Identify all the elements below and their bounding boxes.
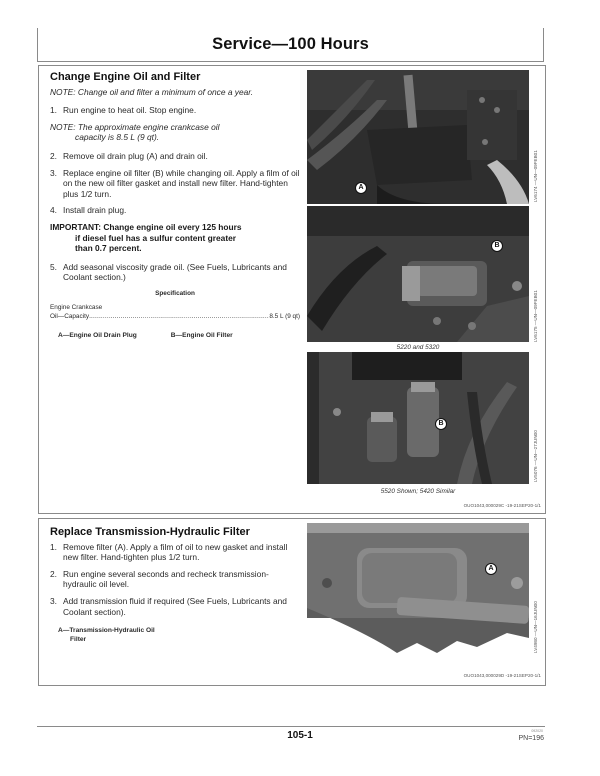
reference-code: OUO1043,000029C -19-21SEP20-1/1 <box>463 503 541 508</box>
figure-legend: A—Transmission-Hydraulic Oil Filter <box>58 627 155 643</box>
step-1: 1. Run engine to heat oil. Stop engine. <box>50 105 197 116</box>
engine-underside-image <box>307 70 529 204</box>
section-2-title: Replace Transmission-Hydraulic Filter <box>50 526 250 538</box>
photo-caption: 5220 and 5320 <box>396 344 440 351</box>
spec-row-label: Engine Crankcase <box>50 303 103 311</box>
note-oil-interval: NOTE: Change oil and filter a minimum of once a year. <box>50 86 254 97</box>
important-notice: IMPORTANT: Change engine oil every 125 hours if diesel fuel has a sulfur content greater than 0.7 percent. <box>50 221 242 254</box>
spec-heading: Specification <box>155 289 195 297</box>
section-change-engine-oil <box>38 65 546 514</box>
footer-date-code: 092020 <box>531 729 543 733</box>
step-5: 5. Add seasonal viscosity grade oil. (See Fuels, Lubricants and Coolant section.) <box>50 261 287 283</box>
photo-transmission-filter <box>307 523 529 659</box>
legend-item-b: B—Engine Oil Filter <box>170 331 233 339</box>
callout-b: B <box>491 240 503 252</box>
oil-filter-image <box>307 206 529 342</box>
figure-id-label: LV5076 —UN—27JUN00 <box>533 430 538 482</box>
photo-oil-filter-5220 <box>307 206 529 342</box>
footer-divider <box>37 726 545 727</box>
page-pn: PN=196 <box>518 735 544 742</box>
note-crankcase-capacity: NOTE: The approximate engine crankcase oil capacity is 8.5 L (9 qt). <box>50 121 220 143</box>
photo-oil-drain-plug <box>307 70 529 204</box>
step-1: 1. Remove filter (A). Apply a film of oil to new gasket and install new filter. Hand-tighten plus 1/2 turn. <box>50 541 288 563</box>
page-title: Service—100 Hours <box>212 35 369 53</box>
step-2: 2. Run engine several seconds and recheck transmission-hydraulic oil level. <box>50 568 269 590</box>
section-1-title: Change Engine Oil and Filter <box>50 71 201 83</box>
callout-a: A <box>485 563 497 575</box>
step-4: 4. Install drain plug. <box>50 205 127 216</box>
step-3: 3. Replace engine oil filter (B) while changing oil. Apply a film of oil on the new oil filter gasket and install new filter. Hand-tighten plus 1/2 turn. <box>50 167 300 199</box>
engine-bay-image <box>307 352 529 484</box>
step-3: 3. Add transmission fluid if required (See Fuels, Lubricants and Coolant section). <box>50 595 287 617</box>
legend-item-a: A—Engine Oil Drain Plug <box>58 331 137 339</box>
section-1-text <box>50 72 300 341</box>
callout-b: B <box>435 418 447 430</box>
reference-code: OUO1043,000029D -19-21SEP20-1/1 <box>463 673 541 678</box>
transmission-filter-image <box>307 523 529 659</box>
photo-caption: 5520 Shown; 5420 Similar <box>380 488 456 495</box>
figure-id-label: LV6174 —UN—09FEB01 <box>533 150 538 202</box>
figure-id-label: LV4980 —UN—16JUN00 <box>533 601 538 653</box>
page-header <box>37 28 544 62</box>
callout-a: A <box>355 182 367 194</box>
photo-oil-filter-5520 <box>307 352 529 484</box>
figure-id-label: LV6175 —UN—09FEB01 <box>533 290 538 342</box>
figure-legend <box>50 331 300 342</box>
step-2: 2. Remove oil drain plug (A) and drain oil. <box>50 150 208 161</box>
section-2-text <box>50 527 300 644</box>
section-replace-transmission-filter <box>38 518 546 686</box>
page-number: 105-1 <box>287 730 313 741</box>
spec-capacity-value: 8.5 L (9 qt) <box>269 312 300 320</box>
spec-row-capacity: Oil—Capacity ..... 8.5 L (9 qt) <box>50 312 300 321</box>
